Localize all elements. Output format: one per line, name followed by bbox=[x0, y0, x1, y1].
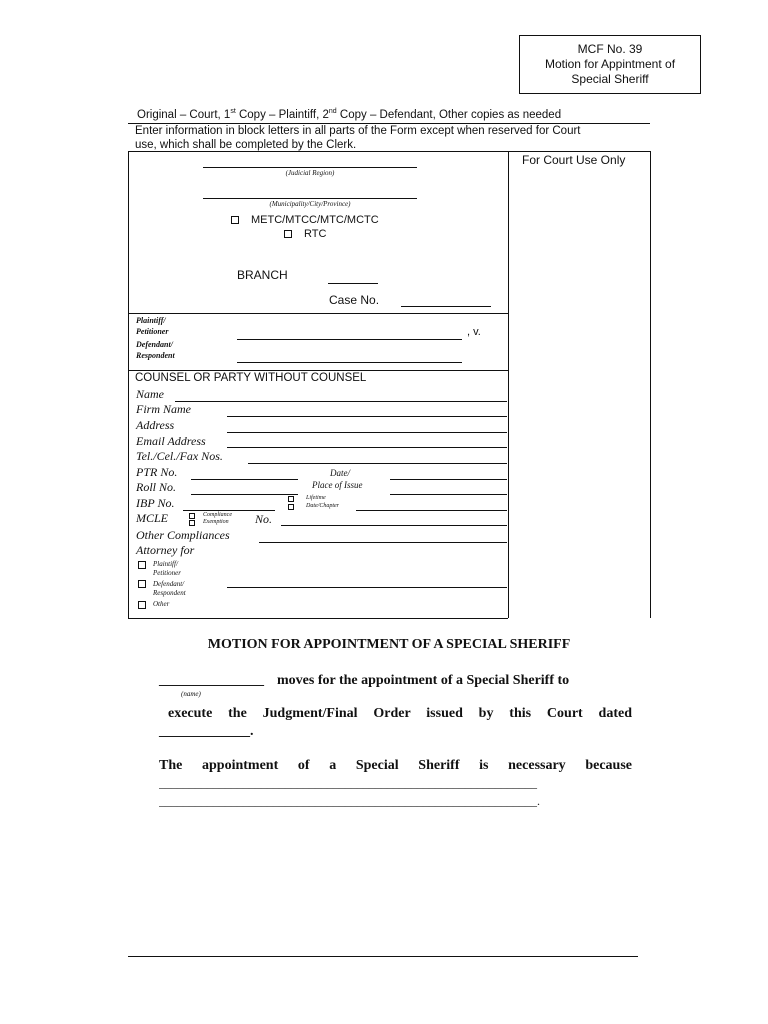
email-label: Email Address bbox=[136, 434, 206, 448]
roll-date-line[interactable] bbox=[390, 494, 507, 495]
case-no-line[interactable] bbox=[401, 306, 491, 307]
form-code-line2: Motion for Appintment of bbox=[544, 57, 676, 71]
exemption-label: Exemption bbox=[203, 519, 229, 525]
necessary-text: The appointment of a Special Sheriff is necessary because bbox=[159, 758, 632, 773]
firm-name-line[interactable] bbox=[227, 416, 507, 417]
branch-label: BRANCH bbox=[237, 268, 288, 282]
date-label: Date/ bbox=[330, 468, 350, 478]
judicial-region-line[interactable] bbox=[203, 167, 417, 168]
court-option-metc-label: METC/MTCC/MTC/MCTC bbox=[251, 214, 379, 226]
plaintiff-label-1: Plaintiff/ bbox=[136, 316, 166, 325]
header-rule bbox=[128, 123, 650, 124]
attorney-plaintiff-label-1: Plaintiff/ bbox=[153, 560, 178, 568]
date-chapter-checkbox[interactable] bbox=[288, 504, 294, 510]
attorney-other-label: Other bbox=[153, 600, 170, 608]
plaintiff-line[interactable] bbox=[237, 339, 462, 340]
email-line[interactable] bbox=[227, 447, 507, 448]
parties-top-rule bbox=[128, 313, 508, 314]
counsel-top-rule bbox=[128, 370, 508, 371]
reason-line-2[interactable]: _______________________________________________________________. bbox=[159, 794, 540, 808]
footer-rule bbox=[128, 956, 638, 957]
compliance-label: Compliance bbox=[203, 512, 232, 518]
ptr-label: PTR No. bbox=[136, 465, 178, 479]
case-no-label: Case No. bbox=[329, 293, 380, 307]
firm-name-label: Firm Name bbox=[136, 402, 191, 416]
motion-title: MOTION FOR APPOINTMENT OF A SPECIAL SHERIFF bbox=[207, 637, 571, 652]
instructions-line1: Enter information in block letters in all parts of the Form except when reserved for Court bbox=[135, 125, 581, 137]
counsel-heading: COUNSEL OR PARTY WITHOUT COUNSEL bbox=[135, 372, 367, 384]
box-bottom-rule bbox=[128, 618, 508, 619]
name-label: Name bbox=[136, 387, 164, 401]
attorney-defendant-checkbox[interactable] bbox=[138, 580, 146, 588]
municipality-line[interactable] bbox=[203, 198, 417, 199]
name-caption: (name) bbox=[181, 690, 201, 698]
attorney-other-checkbox[interactable] bbox=[138, 601, 146, 609]
mcle-no-line[interactable] bbox=[281, 525, 507, 526]
box-mid-rule bbox=[508, 151, 509, 618]
attorney-defendant-label-1: Defendant/ bbox=[153, 580, 185, 588]
compliance-checkbox[interactable] bbox=[189, 513, 195, 519]
form-code-line3: Special Sheriff bbox=[571, 72, 649, 86]
lifetime-label: Lifetime bbox=[306, 495, 326, 501]
defendant-label-2: Respondent bbox=[136, 351, 175, 360]
ptr-date-line[interactable] bbox=[390, 479, 507, 480]
box-top-rule bbox=[128, 151, 650, 152]
address-line[interactable] bbox=[227, 432, 507, 433]
other-compliances-line[interactable] bbox=[259, 542, 507, 543]
municipality-caption: (Municipality/City/Province) bbox=[269, 200, 351, 208]
court-option-rtc-label: RTC bbox=[304, 228, 327, 240]
versus-label: , v. bbox=[467, 326, 481, 338]
tel-label: Tel./Cel./Fax Nos. bbox=[136, 449, 223, 463]
moves-text: moves for the appointment of a Special Sheriff to bbox=[277, 673, 570, 688]
court-option-rtc-checkbox[interactable] bbox=[284, 230, 292, 238]
date-chapter-label: Date/Chapter bbox=[306, 503, 339, 509]
ptr-line[interactable] bbox=[191, 479, 298, 480]
instructions-line2: use, which shall be completed by the Clerk. bbox=[135, 139, 357, 151]
box-right-rule bbox=[650, 151, 651, 618]
tel-line[interactable] bbox=[248, 463, 507, 464]
attorney-for-line[interactable] bbox=[227, 587, 507, 588]
mcle-label: MCLE bbox=[136, 511, 169, 525]
defendant-label-1: Defendant/ bbox=[136, 340, 173, 349]
roll-label: Roll No. bbox=[136, 480, 177, 494]
exemption-checkbox[interactable] bbox=[189, 520, 195, 526]
place-of-issue-label: Place of Issue bbox=[312, 480, 363, 490]
lifetime-checkbox[interactable] bbox=[288, 496, 294, 502]
defendant-line[interactable] bbox=[237, 362, 462, 363]
box-left-rule bbox=[128, 151, 129, 618]
address-label: Address bbox=[136, 418, 175, 432]
ibp-label: IBP No. bbox=[136, 496, 175, 510]
court-option-metc-checkbox[interactable] bbox=[231, 216, 239, 224]
roll-line[interactable] bbox=[191, 494, 298, 495]
branch-line[interactable] bbox=[328, 283, 378, 284]
form-code-line1: MCF No. 39 bbox=[577, 42, 643, 56]
date-blank[interactable]: _____________. bbox=[159, 724, 254, 739]
reason-line-1[interactable]: _______________________________________________________________ bbox=[159, 776, 537, 790]
name-line[interactable] bbox=[175, 401, 507, 402]
execute-text: execute the Judgment/Final Order issued by this Court dated bbox=[168, 706, 632, 721]
plaintiff-label-2: Petitioner bbox=[136, 327, 169, 336]
ibp-chapter-line[interactable] bbox=[356, 510, 507, 511]
other-compliances-label: Other Compliances bbox=[136, 528, 230, 542]
attorney-plaintiff-checkbox[interactable] bbox=[138, 561, 146, 569]
mcle-no-label: No. bbox=[255, 512, 273, 526]
court-use-label: For Court Use Only bbox=[522, 153, 626, 167]
name-blank[interactable]: _______________ bbox=[159, 673, 264, 688]
ibp-line[interactable] bbox=[183, 510, 275, 511]
attorney-for-label: Attorney for bbox=[136, 543, 195, 557]
attorney-plaintiff-label-2: Petitioner bbox=[153, 569, 181, 577]
copies-line: Original – Court, 1st Copy – Plaintiff, 2nd Copy – Defendant, Other copies as needed bbox=[137, 108, 562, 121]
judicial-region-caption: (Judicial Region) bbox=[285, 169, 335, 177]
attorney-defendant-label-2: Respondent bbox=[153, 589, 186, 597]
